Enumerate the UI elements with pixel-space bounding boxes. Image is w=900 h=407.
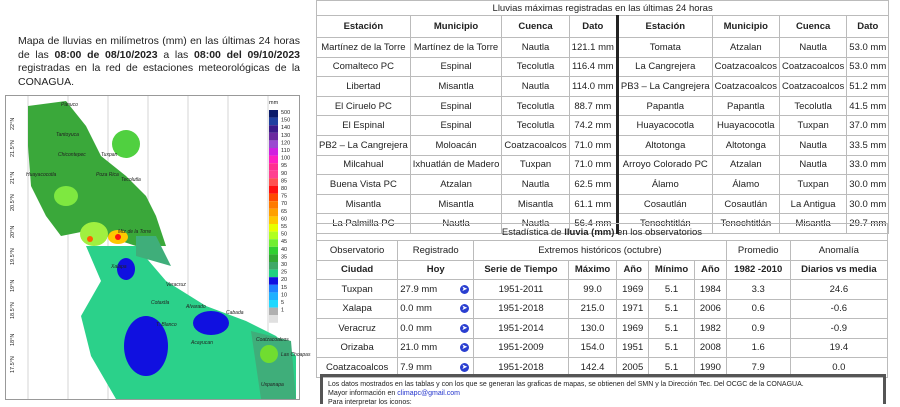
table-cell: Cosautlán: [712, 194, 779, 214]
table-cell: 71.0 mm: [569, 135, 617, 155]
table-cell: Tenochtitlán: [617, 214, 712, 234]
table-cell: 27.9 mm: [398, 280, 448, 300]
table-row: [317, 175, 889, 195]
table-cell: 30.0 mm: [847, 194, 889, 214]
footer-text: Mayor información en: [328, 390, 398, 397]
table-cell: Arroyo Colorado PC: [617, 155, 712, 175]
place-label: Tuxpan: [101, 152, 118, 158]
colorbar-label: 65: [281, 208, 288, 215]
group-header: Promedio: [726, 241, 790, 261]
place-label: Huayacocotla: [26, 172, 57, 178]
column-header: Diarios vs media: [790, 260, 887, 280]
table-cell: Álamo: [712, 175, 779, 195]
table-cell: Misantla: [317, 194, 411, 214]
table-cell: 3.3: [726, 280, 790, 300]
colorbar-label: 60: [281, 216, 288, 223]
place-label: Mtz de la Torre: [118, 229, 152, 235]
table-cell: Xalapa: [317, 299, 398, 319]
footer-notes: [320, 374, 886, 404]
table-cell: 114.0 mm: [569, 77, 617, 97]
rainfall-map-svg: [6, 96, 311, 399]
table-cell: -0.9: [790, 319, 887, 339]
table-cell: 0.0: [790, 358, 887, 378]
table-cell: Tecolutla: [779, 96, 846, 116]
table-cell: 33.0 mm: [847, 155, 889, 175]
trend-arrow-icon[interactable]: [448, 280, 474, 300]
place-label: Pánuco: [61, 102, 78, 108]
table-title: [317, 224, 888, 241]
colorbar-swatch: [269, 308, 278, 316]
rain-peak: [87, 236, 93, 242]
table-cell: 7.9: [726, 358, 790, 378]
table-cell: 1971: [617, 299, 649, 319]
colorbar-label: 45: [281, 239, 288, 246]
table-cell: Martínez de la Torre: [317, 38, 411, 58]
table-row: [317, 338, 888, 358]
latitude-label: 17.5°N: [10, 356, 16, 373]
rain-cluster: [54, 186, 78, 206]
table-cell: Coatzacoalcos: [712, 57, 779, 77]
table-cell: Comalteco PC: [317, 57, 411, 77]
table-row: [317, 38, 889, 58]
group-header: Observatorio: [317, 241, 398, 261]
table-cell: 88.7 mm: [569, 96, 617, 116]
place-label: Xalapa: [111, 264, 127, 270]
colorbar-swatch: [269, 285, 278, 293]
table-cell: 0.0 mm: [398, 299, 448, 319]
column-header: Municipio: [712, 16, 779, 38]
table-cell: Espinal: [410, 57, 502, 77]
table-cell: 1982: [695, 319, 727, 339]
colorbar-legend: [269, 110, 290, 323]
table-cell: PB3 – La Cangrejera: [617, 77, 712, 97]
colorbar-label: 25: [281, 269, 288, 276]
column-header: 1982 -2010: [726, 260, 790, 280]
table-cell: 53.0 mm: [847, 38, 889, 58]
latitude-labels: [10, 118, 16, 373]
table-cell: Buena Vista PC: [317, 175, 411, 195]
colorbar-swatch: [269, 292, 278, 300]
table-cell: Tenochtitlán: [712, 214, 779, 234]
table-cell: Misantla: [779, 214, 846, 234]
colorbar-swatch: [269, 254, 278, 262]
colorbar-label: 1: [281, 307, 285, 314]
colorbar-unit: mm: [269, 100, 279, 106]
table-cell: 130.0: [568, 319, 617, 339]
footer-line: Los datos mostrados en las tablas y con los que se generan las graficas de mapas, se obtienen del SMN y la Dirección Tec. Del OCGC de la CONAGUA.: [328, 381, 804, 388]
table-cell: Espinal: [410, 96, 502, 116]
table-cell: 5.1: [648, 358, 694, 378]
colorbar-label: 15: [281, 284, 288, 291]
trend-arrow-icon[interactable]: [448, 299, 474, 319]
latitude-label: 21.5°N: [10, 140, 16, 157]
table-cell: 121.1 mm: [569, 38, 617, 58]
intro-text: a las: [163, 48, 189, 61]
table-cell: 154.0: [568, 338, 617, 358]
footer-line: Para interpretar los iconos:: [328, 399, 412, 406]
table-cell: 7.9 mm: [398, 358, 448, 378]
latitude-label: 19.5°N: [10, 248, 16, 265]
colorbar-label: 140: [281, 125, 291, 132]
table-cell: 0.6: [726, 299, 790, 319]
table-cell: 2005: [617, 358, 649, 378]
colorbar-label: 150: [281, 117, 291, 124]
table-cell: Orizaba: [317, 338, 398, 358]
table-title: Lluvias máximas registradas en las últimas 24 horas: [317, 1, 889, 16]
colorbar-label: 35: [281, 254, 288, 261]
colorbar-swatch: [269, 300, 278, 308]
colorbar-swatch: [269, 156, 278, 164]
table-cell: Nautla: [502, 77, 569, 97]
colorbar-label: 90: [281, 170, 288, 177]
table-cell: Papantla: [712, 96, 779, 116]
table-cell: 19.4: [790, 338, 887, 358]
table-cell: Moloacán: [410, 135, 502, 155]
table-cell: 0.9: [726, 319, 790, 339]
colorbar-label: 55: [281, 224, 288, 230]
place-label: Tecolutla: [121, 177, 141, 183]
table-row: [317, 319, 888, 339]
place-label: Cabada: [226, 310, 244, 316]
colorbar-swatch: [269, 277, 278, 285]
column-header: Estación: [317, 16, 411, 38]
table-cell: Atzalan: [712, 38, 779, 58]
table-cell: Ixhuatlán de Madero: [410, 155, 502, 175]
table-cell: Nautla: [502, 38, 569, 58]
table-cell: Tomata: [617, 38, 712, 58]
table-cell: Espinal: [410, 116, 502, 136]
place-label: Chicontepec: [58, 152, 86, 158]
colorbar-label: 10: [281, 292, 288, 299]
table-row: [317, 116, 889, 136]
colorbar-label: 110: [281, 148, 290, 154]
colorbar-label: 100: [281, 155, 291, 162]
latitude-label: 18.5°N: [10, 302, 16, 319]
table-row: [317, 194, 889, 214]
colorbar-label: 500: [281, 110, 291, 116]
table-cell: 53.0 mm: [847, 57, 889, 77]
table-cell: Nautla: [779, 135, 846, 155]
intro-text: registradas en la red de estaciones meteorológicas de la CONAGUA.: [18, 62, 300, 88]
colorbar-swatch: [269, 118, 278, 126]
table-cell: Tecolutla: [502, 116, 569, 136]
table-row: [317, 77, 889, 97]
table-cell: 24.6: [790, 280, 887, 300]
table-cell: 33.5 mm: [847, 135, 889, 155]
place-label: Cotaxtla: [151, 300, 170, 306]
colorbar-swatch: [269, 140, 278, 148]
column-header: Hoy: [398, 260, 474, 280]
table-row: [317, 280, 888, 300]
table-cell: 99.0: [568, 280, 617, 300]
arrow-icon: ➤: [461, 344, 468, 352]
colorbar-swatch: [269, 270, 278, 278]
table-cell: Tuxpan: [317, 280, 398, 300]
arrow-icon: ➤: [461, 363, 468, 371]
column-header: Dato: [569, 16, 617, 38]
table-cell: 1951-2009: [474, 338, 568, 358]
colorbar-swatch: [269, 247, 278, 255]
table-cell: 37.0 mm: [847, 116, 889, 136]
table-cell: Tecolutla: [502, 96, 569, 116]
table-cell: 62.5 mm: [569, 175, 617, 195]
table-cell: La Antigua: [779, 194, 846, 214]
table-cell: Veracruz: [317, 319, 398, 339]
table-cell: 5.1: [648, 338, 694, 358]
table-cell: Coatzacoalcos: [779, 77, 846, 97]
table-cell: Altotonga: [712, 135, 779, 155]
table-cell: Libertad: [317, 77, 411, 97]
table-cell: 71.0 mm: [569, 155, 617, 175]
colorbar-swatch: [269, 194, 278, 202]
table-cell: 41.5 mm: [847, 96, 889, 116]
table-row: [317, 299, 888, 319]
place-label: Tantoyuca: [56, 132, 79, 138]
table-cell: 215.0: [568, 299, 617, 319]
map-description: [18, 35, 300, 89]
table-cell: 1.6: [726, 338, 790, 358]
colorbar-swatch: [269, 315, 278, 323]
colorbar-label: 40: [281, 246, 288, 253]
place-label: Poza Rica: [96, 172, 119, 178]
colorbar-swatch: [269, 133, 278, 141]
group-header: Registrado: [398, 241, 474, 261]
table-cell: Nautla: [410, 214, 502, 234]
colorbar-swatch: [269, 148, 278, 156]
rain-cluster: [260, 345, 278, 363]
table-cell: -0.6: [790, 299, 887, 319]
table-cell: Nautla: [502, 214, 569, 234]
colorbar-label: 85: [281, 178, 288, 185]
table-cell: Cosautlán: [617, 194, 712, 214]
table-cell: 21.0 mm: [398, 338, 448, 358]
max-rainfall-table: [316, 0, 889, 234]
table-cell: Nautla: [779, 38, 846, 58]
table-cell: 0.0 mm: [398, 319, 448, 339]
table-cell: Tuxpan: [779, 116, 846, 136]
colorbar-swatch: [269, 216, 278, 224]
table-cell: Álamo: [617, 175, 712, 195]
column-header: Año: [617, 260, 649, 280]
colorbar-label: 95: [281, 163, 288, 170]
table-cell: 1984: [695, 280, 727, 300]
latitude-label: 21°N: [10, 171, 16, 184]
table-cell: La Cangrejera: [617, 57, 712, 77]
latitude-label: 20°N: [10, 225, 16, 238]
colorbar-label: 30: [281, 262, 288, 268]
table-cell: 5.1: [648, 280, 694, 300]
arrow-icon: ➤: [461, 285, 468, 293]
end-time: 08:00 del 09/10/2023: [194, 48, 301, 61]
table-cell: 1951-2011: [474, 280, 568, 300]
colorbar-swatch: [269, 262, 278, 270]
arrow-icon: ➤: [461, 324, 468, 332]
table-cell: 56.4 mm: [569, 214, 617, 234]
place-label: T. Blanco: [156, 322, 177, 328]
latitude-label: 22°N: [10, 117, 16, 130]
intro-text: Mapa de lluvias en milímetros (mm) en las últimas 24 horas de las: [18, 35, 300, 61]
place-label: Acayucan: [191, 340, 213, 346]
colorbar-swatch: [269, 186, 278, 194]
table-cell: El Ciruelo PC: [317, 96, 411, 116]
table-cell: Coatzacoalcos: [317, 358, 398, 378]
table-cell: Milcahual: [317, 155, 411, 175]
column-header: Cuenca: [502, 16, 569, 38]
column-header: Mínimo: [648, 260, 694, 280]
table-cell: 1951-2018: [474, 358, 568, 378]
table-cell: Misantla: [410, 194, 502, 214]
colorbar-swatch: [269, 163, 278, 171]
column-header: Municipio: [410, 16, 502, 38]
low-rain-cluster: [193, 311, 229, 335]
colorbar-swatch: [269, 209, 278, 217]
group-header: Anomalía: [790, 241, 887, 261]
table-cell: Atzalan: [410, 175, 502, 195]
table-cell: 29.7 mm: [847, 214, 889, 234]
latitude-label: 20.5°N: [10, 194, 16, 211]
table-cell: 1951-2018: [474, 299, 568, 319]
colorbar-label: 70: [281, 201, 288, 208]
colorbar-label: 130: [281, 132, 291, 139]
table-cell: Coatzacoalcos: [502, 135, 569, 155]
observatory-stats-table: [316, 223, 888, 378]
table-cell: Martínez de la Torre: [410, 38, 502, 58]
column-header: Ciudad: [317, 260, 398, 280]
table-cell: Misantla: [410, 77, 502, 97]
table-cell: Atzalan: [712, 155, 779, 175]
table-cell: Tuxpan: [502, 155, 569, 175]
table-cell: 2006: [695, 299, 727, 319]
table-cell: Nautla: [502, 175, 569, 195]
colorbar-swatch: [269, 178, 278, 186]
colorbar-label: 20: [281, 277, 288, 284]
trend-arrow-icon[interactable]: [448, 338, 474, 358]
table-cell: Papantla: [617, 96, 712, 116]
table-cell: 51.2 mm: [847, 77, 889, 97]
group-header: Extremos históricos (octubre): [474, 241, 726, 261]
latitude-label: 18°N: [10, 333, 16, 346]
arrow-icon: ➤: [461, 305, 468, 313]
table-row: [317, 155, 889, 175]
table-cell: Huayacocotla: [712, 116, 779, 136]
column-header: Serie de Tiempo: [474, 260, 568, 280]
title-bold: lluvia (mm): [564, 226, 615, 238]
place-label: Alvarado: [186, 304, 206, 310]
table-cell: Coatzacoalcos: [712, 77, 779, 97]
colorbar-swatch: [269, 224, 278, 232]
table-cell: 1969: [617, 280, 649, 300]
table-row: [317, 57, 889, 77]
table-cell: 116.4 mm: [569, 57, 617, 77]
column-header: Estación: [617, 16, 712, 38]
table-cell: Coatzacoalcos: [779, 57, 846, 77]
column-header: Año: [695, 260, 727, 280]
table-cell: 142.4: [568, 358, 617, 378]
table-cell: Misantla: [502, 194, 569, 214]
place-label: Uxpanapa: [261, 382, 284, 388]
table-row: [317, 96, 889, 116]
trend-arrow-icon[interactable]: [448, 319, 474, 339]
rain-cluster: [80, 222, 108, 246]
table-cell: 74.2 mm: [569, 116, 617, 136]
table-cell: 1951-2014: [474, 319, 568, 339]
table-cell: 1951: [617, 338, 649, 358]
colorbar-label: 50: [281, 231, 288, 238]
table-cell: Altotonga: [617, 135, 712, 155]
start-time: 08:00 de 08/10/2023: [54, 48, 158, 61]
table-cell: 30.0 mm: [847, 175, 889, 195]
colorbar-swatch: [269, 201, 278, 209]
colorbar-label: 75: [281, 193, 288, 200]
table-row: [317, 135, 889, 155]
table-cell: Tecolutla: [502, 57, 569, 77]
column-header: Cuenca: [779, 16, 846, 38]
table-cell: 1969: [617, 319, 649, 339]
title-text: Estadística de: [501, 226, 565, 238]
colorbar-swatch: [269, 239, 278, 247]
place-label: Coatzacoalcos: [256, 337, 289, 343]
table-cell: La Palmilla PC: [317, 214, 411, 234]
rainfall-map: [5, 95, 311, 400]
column-header: Dato: [847, 16, 889, 38]
table-cell: Tuxpan: [779, 175, 846, 195]
footer-line: [328, 389, 878, 398]
colorbar-label: 120: [281, 140, 291, 147]
colorbar-label: 80: [281, 186, 288, 192]
colorbar-swatch: [269, 110, 278, 118]
table-cell: 61.1 mm: [569, 194, 617, 214]
table-cell: Huayacocotla: [617, 116, 712, 136]
table-cell: 5.1: [648, 319, 694, 339]
table-cell: 2008: [695, 338, 727, 358]
table-cell: 1990: [695, 358, 727, 378]
table-cell: Nautla: [779, 155, 846, 175]
table-cell: 5.1: [648, 299, 694, 319]
latitude-label: 19°N: [10, 279, 16, 292]
place-label: Las Choapas: [281, 352, 311, 358]
table-cell: PB2 – La Cangrejera: [317, 135, 411, 155]
email-link[interactable]: climapc@gmail.com: [397, 390, 460, 397]
colorbar-swatch: [269, 232, 278, 240]
title-text: en los observatorios: [614, 226, 703, 238]
column-header: Máximo: [568, 260, 617, 280]
place-label: Veracruz: [166, 282, 186, 288]
colorbar-swatch: [269, 171, 278, 179]
colorbar-swatch: [269, 125, 278, 133]
colorbar-label: 5: [281, 300, 285, 306]
table-cell: El Espinal: [317, 116, 411, 136]
